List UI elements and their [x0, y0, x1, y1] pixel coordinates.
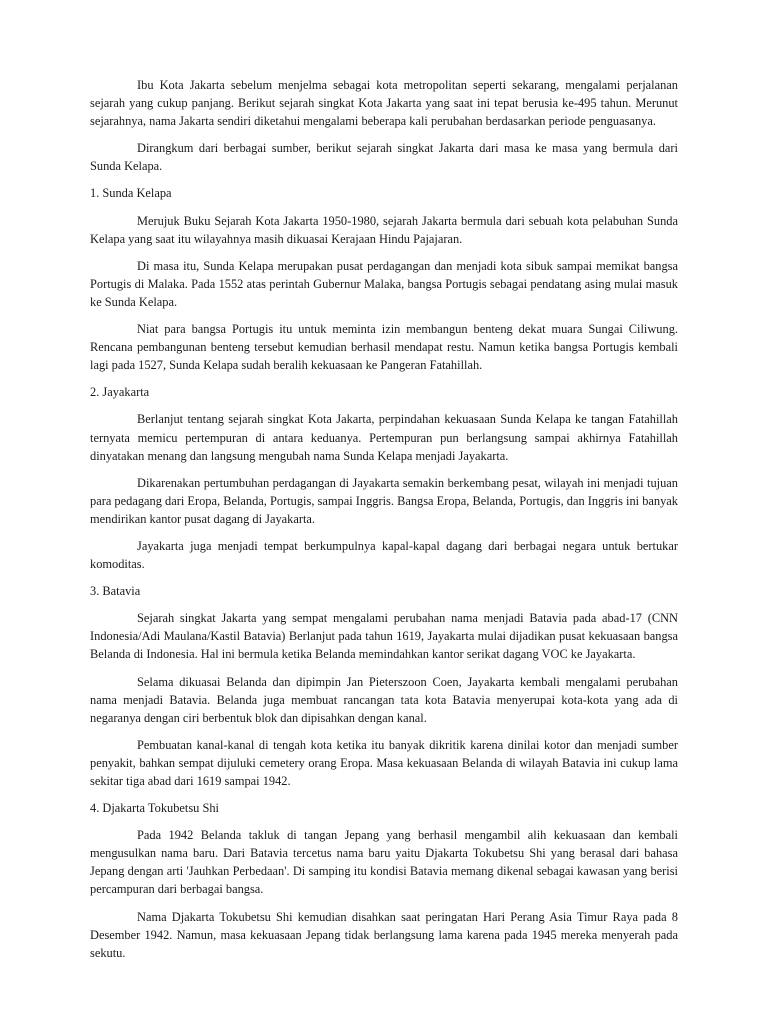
document-body — [90, 76, 678, 971]
section-paragraph: Merujuk Buku Sejarah Kota Jakarta 1950-1980, sejarah Jakarta bermula dari sebuah kota pelabuhan Sunda Kelapa yang saat itu wilayahnya masih dikuasai Kerajaan Hindu Pajajaran. — [90, 213, 678, 246]
section-paragraph: Niat para bangsa Portugis itu untuk meminta izin membangun benteng dekat muara Sungai Ciliwung. Rencana pembangunan benteng tersebut kemudian berhasil mendapat restu. Namun ketika bangsa Portugis kembali lagi pada 1527, Sunda Kelapa sudah beralih kekuasaan ke Pangeran Fatahillah. — [90, 322, 678, 373]
section-paragraph: Jayakarta juga menjadi tempat berkumpulnya kapal-kapal dagang dari berbagai negara untuk bertukar komoditas. — [90, 538, 678, 572]
section-heading-batavia: 3. Batavia — [90, 584, 141, 599]
section-paragraph: Pada 1942 Belanda takluk di tangan Jepang yang berhasil mengambil alih kekuasaan dan kembali mengusulkan nama baru. Dari Batavia tercetus nama baru yaitu Djakarta Tokubetsu Shi yang berasal dari bahasa Jepang dengan arti 'Jauhkan Perbedaan'. Di samping itu kondisi Batavia memang dikenal sebagai kawasan yang berisi percampuran dari berbagai bangsa. — [90, 828, 678, 897]
section-paragraph: Sejarah singkat Jakarta yang sempat mengalami perubahan nama menjadi Batavia pada abad-17 (CNN Indonesia/Adi Maulana/Kastil Batavia) Berlanjut pada tahun 1619, Jayakarta mulai dijadikan pusat kekuasaan bangsa Belanda di Indonesia. Hal ini bermula ketika Belanda memindahkan kantor serikat dagang VOC ke Jayakarta. — [90, 611, 678, 662]
section-paragraph: Selama dikuasai Belanda dan dipimpin Jan Pieterszoon Coen, Jayakarta kembali mengalami perubahan nama menjadi Batavia. Belanda juga membuat rancangan tata kota Batavia menyerupai kota-kota yang ada di negaranya dengan ciri berbentuk blok dan dipisahkan dengan kanal. — [90, 674, 678, 725]
section-paragraph: Nama Djakarta Tokubetsu Shi kemudian disahkan saat peringatan Hari Perang Asia Timur Raya pada 8 Desember 1942. Namun, masa kekuasaan Jepang tidak berlangsung lama karena pada 1945 mereka menyerah pada sekutu. — [90, 909, 678, 960]
section-heading-jayakarta: 2. Jayakarta — [90, 385, 150, 400]
section-paragraph: Berlanjut tentang sejarah singkat Kota Jakarta, perpindahan kekuasaan Sunda Kelapa ke tangan Fatahillah ternyata memicu pertempuran di antara keduanya. Pertempuran pun berlangsung sampai akhirnya Fatahillah dinyatakan menang dan langsung mengubah nama Sunda Kelapa menjadi Jayakarta. — [90, 412, 678, 463]
section-heading-djakarta-tokubetsu-shi: 4. Djakarta Tokubetsu Shi — [90, 801, 219, 816]
section-paragraph: Pembuatan kanal-kanal di tengah kota ketika itu banyak dikritik karena dinilai kotor dan menjadi sumber penyakit, bahkan sempat dijuluki cemetery orang Eropa. Masa kekuasaan Belanda di wilayah Batavia ini cukup lama sekitar tiga abad dari 1619 sampai 1942. — [90, 737, 678, 788]
intro-paragraph: Dirangkum dari berbagai sumber, berikut sejarah singkat Jakarta dari masa ke masa yang bermula dari Sunda Kelapa. — [90, 141, 678, 174]
section-paragraph: Di masa itu, Sunda Kelapa merupakan pusat perdagangan dan menjadi kota sibuk sampai memikat bangsa Portugis di Malaka. Pada 1552 atas perintah Gubernur Malaka, bangsa Portugis sebagai pendatang asing mulai masuk ke Sunda Kelapa. — [90, 258, 678, 309]
section-heading-sunda-kelapa: 1. Sunda Kelapa — [90, 186, 172, 201]
intro-paragraph: Ibu Kota Jakarta sebelum menjelma sebagai kota metropolitan seperti sekarang, mengalami perjalanan sejarah yang cukup panjang. Berikut sejarah singkat Kota Jakarta yang saat ini tepat berusia ke-495 tahun. Merunut sejarahnya, nama Jakarta sendiri diketahui mengalami beberapa kali perubahan berdasarkan periode penguasanya. — [90, 78, 678, 129]
section-paragraph: Dikarenakan pertumbuhan perdagangan di Jayakarta semakin berkembang pesat, wilayah ini menjadi tujuan para pedagang dari Eropa, Belanda, Portugis, sampai Inggris. Bangsa Eropa, Belanda, Portugis, dan Inggris ini banyak mendirikan kantor pusat dagang di Jayakarta. — [90, 475, 678, 526]
